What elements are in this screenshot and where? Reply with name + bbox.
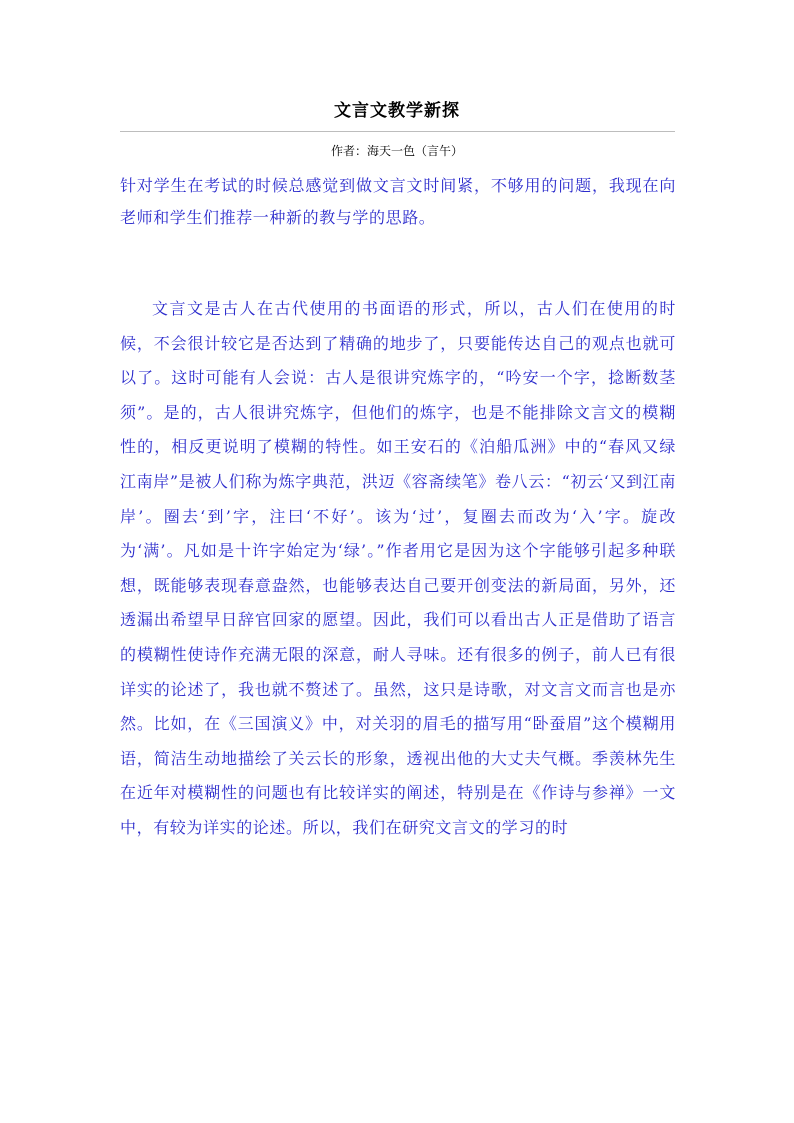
author-line: 作者：海天一色（言午） [330,144,463,158]
document-title: 文言文教学新探 [334,101,460,121]
intro-paragraph: 针对学生在考试的时候总感觉到做文言文时间紧，不够用的问题，我现在向老师和学生们推荐一种新的教与学的思路。 [120,176,676,227]
body-paragraph: 文言文是古人在古代使用的书面语的形式，所以，古人们在使用的时候，不会很计较它是否达到了精确的地步了，只要能传达自己的观点也就可以了。这时可能有人会说：古人是很讲究炼字的，“吟安一个字，捻断数茎须”。是的，古人很讲究炼字，但他们的炼字，也是不能排除文言文的模糊性的，相反更说明了模糊的特性。如王安石的《泊船瓜洲》中的“春风又绿江南岸”是被人们称为炼字典范，洪迈《容斋续笔》卷八云：“初云‘又到江南岸’。圈去‘到’字，注曰‘不好’。该为‘过’，复圈去而改为‘入’字。旋改为‘满’。凡如是十许字始定为‘绿’。”作者用它是因为这个字能够引起多种联想，既能够表现春意盎然，也能够表达自己要开创变法的新局面，另外，还透漏出希望早日辞官回家的愿望。因此，我们可以看出古人正是借助了语言的模糊性使诗作充满无限的深意，耐人寻味。还有很多的例子，前人已有很详实的论述了，我也就不赘述了。虽然，这只是诗歌，对文言文而言也是亦然。比如，在《三国演义》中，对关羽的眉毛的描写用“卧蚕眉”这个模糊用语，简洁生动地描绘了关云长的形象，透视出他的大丈夫气概。季羡林先生在近年对模糊性的问题也有比较详实的阐述，特别是在《作诗与参禅》一文中，有较为详实的论述。所以，我们在研究文言文的学习的时 [120,299,676,837]
title-divider [120,131,675,132]
